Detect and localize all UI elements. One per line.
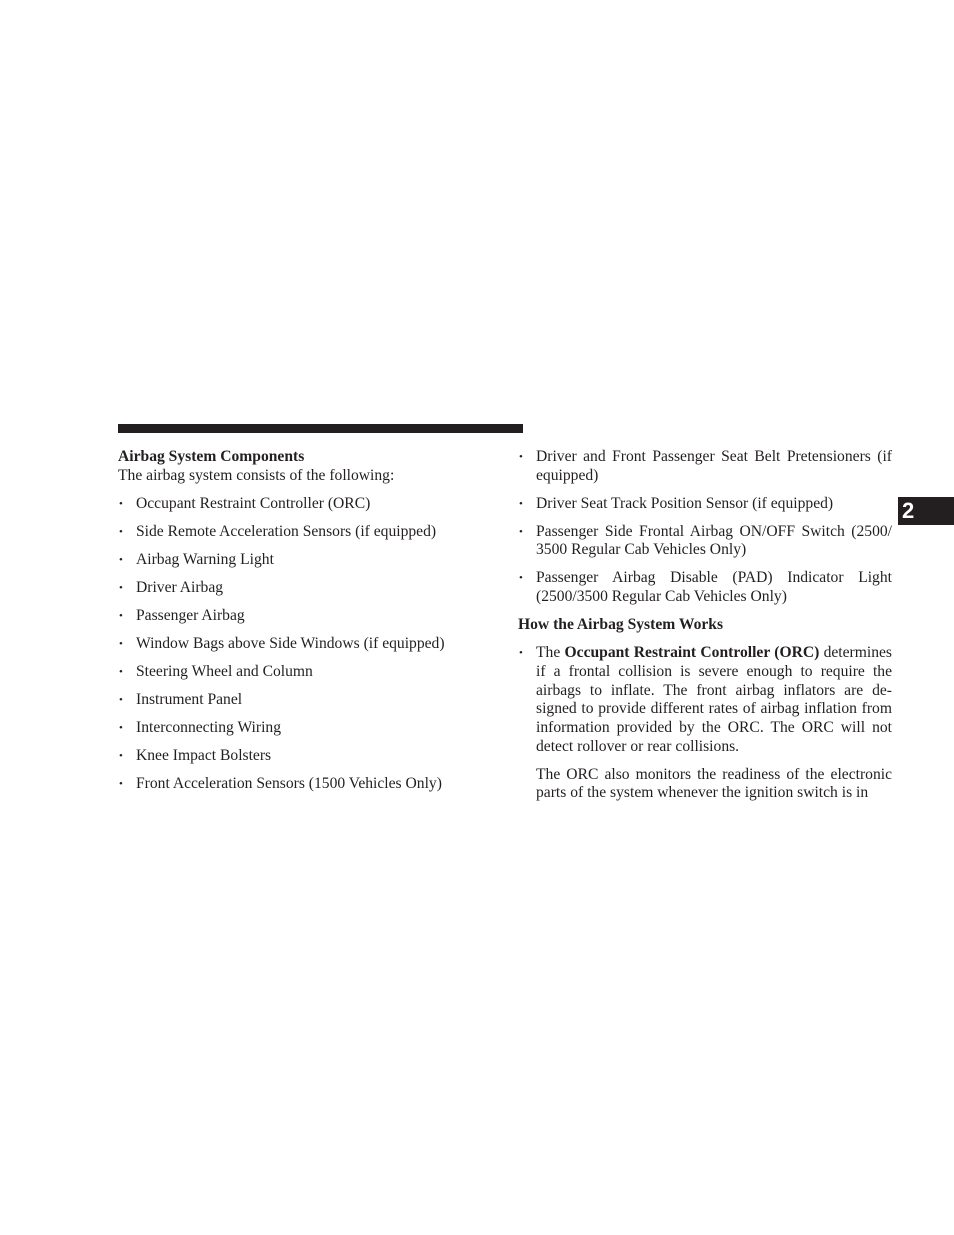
list-item: • Interconnecting Wiring — [119, 718, 282, 736]
bullet-icon: • — [119, 497, 123, 510]
works-list — [518, 644, 892, 756]
bullet-icon: • — [119, 637, 123, 650]
list-item: • Steering Wheel and Column — [119, 662, 313, 680]
list-item: • Driver Seat Track Position Sensor (if equipped) — [519, 494, 834, 512]
list-item: • Side Remote Acceleration Sensors (if equipped) — [119, 522, 437, 540]
list-item: • Knee Impact Bolsters — [119, 746, 272, 764]
components-heading: Airbag System Components — [118, 448, 305, 465]
list-item: • Airbag Warning Light — [119, 550, 274, 568]
components-intro: The airbag system consists of the following: — [118, 466, 395, 484]
chapter-tab: 2 — [898, 497, 954, 525]
bullet-icon: • — [519, 572, 523, 585]
bullet-icon: • — [519, 497, 523, 510]
list-item: • Driver Airbag — [119, 578, 224, 596]
bullet-icon: • — [119, 777, 123, 790]
list-item: • Passenger Airbag — [119, 606, 245, 624]
works-heading: How the Airbag System Works — [518, 616, 724, 634]
bullet-icon: • — [119, 749, 123, 762]
bullet-icon: • — [119, 581, 123, 594]
list-item: • Front Acceleration Sensors (1500 Vehicles Only) — [119, 774, 442, 792]
left-column — [118, 448, 478, 803]
bullet-icon: • — [119, 553, 123, 566]
list-item: • Driver and Front Passenger Seat Belt Pretensioners (if equipped) — [519, 448, 892, 484]
bullet-icon: • — [119, 609, 123, 622]
bullet-icon: • — [519, 451, 523, 463]
list-item: • Window Bags above Side Windows (if equipped) — [119, 634, 445, 652]
orc-term: Occupant Restraint Controller (ORC) — [564, 644, 820, 662]
list-item: • The Occupant Restraint Controller (ORC) determines if a frontal collision is severe enough to require the airbags to inflate. The front airbag inflators are de-signed to provide different rates of airbag inflation from information provided by the ORC. The ORC will not detect rollover or rear collisions. — [519, 644, 892, 755]
bullet-icon: • — [519, 525, 523, 538]
bullet-icon: • — [119, 525, 123, 538]
bullet-icon: • — [119, 721, 123, 734]
section-rule — [118, 424, 523, 433]
bullet-icon: • — [519, 647, 523, 660]
list-item: • Occupant Restraint Controller (ORC) — [119, 494, 371, 512]
bullet-icon: • — [119, 693, 123, 706]
orc-paragraph: The ORC also monitors the readiness of the electronic parts of the system whenever the ignition switch is in — [536, 765, 892, 802]
list-item: • Instrument Panel — [119, 690, 243, 708]
right-column — [518, 448, 892, 803]
list-item: • Passenger Airbag Disable (PAD) Indicator Light (2500/3500 Regular Cab Vehicles Only) — [519, 569, 892, 606]
bullet-icon: • — [119, 665, 123, 678]
list-item: • Passenger Side Frontal Airbag ON/OFF Switch (2500/ 3500 Regular Cab Vehicles Only) — [519, 522, 892, 559]
components-list-continued — [518, 448, 892, 607]
components-list — [118, 495, 478, 794]
